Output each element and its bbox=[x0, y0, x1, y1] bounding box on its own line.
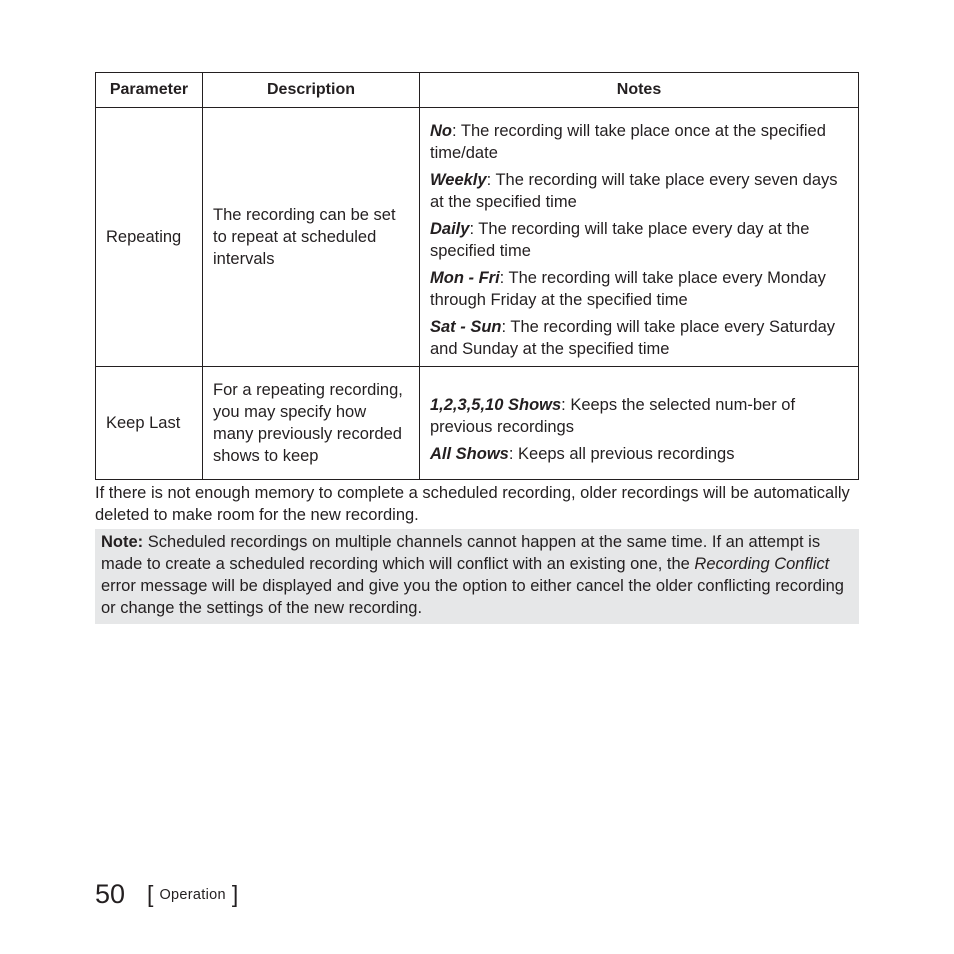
note-text-after: error message will be displayed and give you the option to either cancel the older conflicting recording or change the settings of the new recording. bbox=[101, 577, 844, 617]
page-footer bbox=[95, 876, 238, 912]
note-box bbox=[95, 529, 859, 624]
table-row-keep-last bbox=[96, 367, 859, 480]
cell-parameter: Keep Last bbox=[96, 367, 203, 480]
note-term: All Shows bbox=[430, 445, 509, 463]
cell-notes bbox=[420, 108, 859, 367]
parameter-table bbox=[95, 72, 859, 480]
note-term: No bbox=[430, 122, 452, 140]
table-row-repeating bbox=[96, 108, 859, 367]
note-text: : The recording will take place once at the specified time/date bbox=[430, 122, 826, 162]
header-notes: Notes bbox=[420, 73, 859, 108]
cell-notes bbox=[420, 367, 859, 480]
section-label: Operation bbox=[159, 887, 226, 903]
note-text: : The recording will take place every day at the specified time bbox=[430, 220, 810, 260]
note-item bbox=[430, 443, 848, 465]
note-term: Daily bbox=[430, 220, 470, 238]
header-description: Description bbox=[203, 73, 420, 108]
note-term: Weekly bbox=[430, 171, 487, 189]
note-text: : Keeps all previous recordings bbox=[508, 445, 735, 463]
note-text: : The recording will take place every seven days at the specified time bbox=[430, 171, 838, 211]
table-header-row bbox=[96, 73, 859, 108]
header-parameter: Parameter bbox=[96, 73, 203, 108]
note-term: Sat - Sun bbox=[430, 318, 502, 336]
cell-description: For a repeating recording, you may specify how many previously recorded shows to keep bbox=[203, 367, 420, 480]
note-text: : The recording will take place every Saturday and Sunday at the specified time bbox=[430, 318, 836, 358]
close-bracket: ] bbox=[231, 880, 239, 907]
cell-description: The recording can be set to repeat at scheduled intervals bbox=[203, 108, 420, 367]
body-paragraph: If there is not enough memory to complete a scheduled recording, older recordings will be automatically deleted to make room for the new recording. bbox=[95, 484, 850, 524]
note-item bbox=[430, 316, 848, 360]
note-text: : Keeps the selected num-ber of previous recordings bbox=[430, 396, 796, 436]
note-text: : The recording will take place every Monday through Friday at the specified time bbox=[430, 269, 826, 309]
open-bracket: [ bbox=[147, 880, 154, 907]
note-item bbox=[430, 169, 848, 213]
page-number: 50 bbox=[95, 878, 126, 909]
note-term: Mon - Fri bbox=[430, 269, 500, 287]
note-label: Note: bbox=[101, 533, 144, 551]
note-text-before: Scheduled recordings on multiple channels cannot happen at the same time. If an attempt is made to create a scheduled recording which will conflict with an existing one, the bbox=[101, 533, 821, 573]
note-italic-term: Recording Conflict bbox=[694, 555, 830, 573]
note-item bbox=[430, 218, 848, 262]
note-item bbox=[430, 267, 848, 311]
note-item bbox=[430, 120, 848, 164]
note-item bbox=[430, 394, 848, 438]
cell-parameter: Repeating bbox=[96, 108, 203, 367]
note-term: 1,2,3,5,10 Shows bbox=[430, 396, 562, 414]
